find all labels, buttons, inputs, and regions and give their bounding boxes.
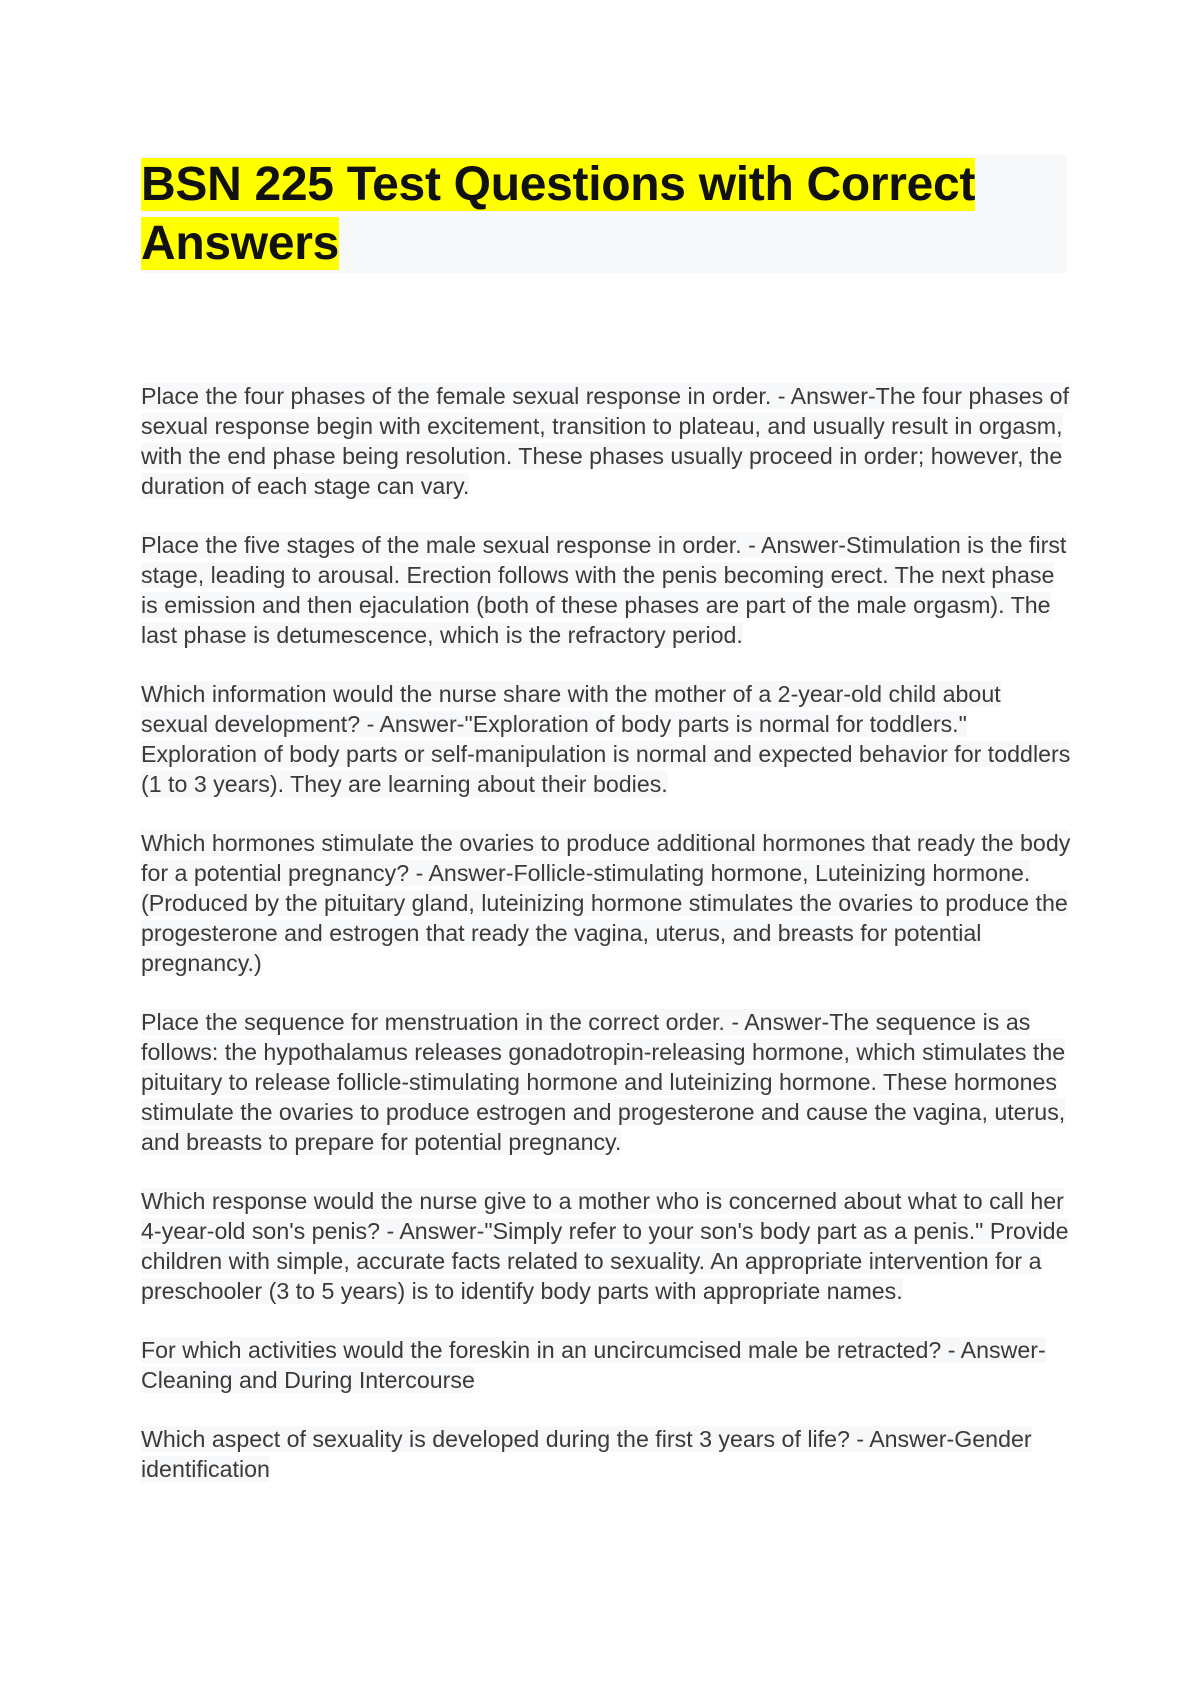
qa-item: [141, 828, 1071, 978]
qa-item: [141, 679, 1071, 799]
qa-item: [141, 530, 1071, 650]
qa-list: [141, 381, 1071, 1513]
qa-item: [141, 1007, 1071, 1157]
qa-item: [141, 1424, 1071, 1484]
document-title-text: BSN 225 Test Questions with Correct Answers: [141, 158, 976, 270]
qa-item-text: Which aspect of sexuality is developed during the first 3 years of life? - Answer-Gender identification: [141, 1426, 1032, 1482]
qa-item: [141, 1335, 1071, 1395]
qa-item-text: Place the four phases of the female sexual response in order. - Answer-The four phases of sexual response begin with excitement, transition to plateau, and usually result in orgasm, with the end phase being resolution. These phases usually proceed in order; however, the duration of each stage can vary.: [141, 383, 1070, 499]
qa-item: [141, 381, 1071, 501]
qa-item-text: For which activities would the foreskin in an uncircumcised male be retracted? - Answer-Cleaning and During Intercourse: [141, 1337, 1046, 1393]
document-title: [141, 155, 1067, 273]
qa-item-text: Which hormones stimulate the ovaries to produce additional hormones that ready the body for a potential pregnancy? - Answer-Follicle-stimulating hormone, Luteinizing hormone. (Produced by the pituitary gland, luteinizing hormone stimulates the ovaries to produce the progesterone and estrogen that ready the vagina, uterus, and breasts for potential pregnancy.): [141, 830, 1071, 976]
qa-item-text: Place the sequence for menstruation in the correct order. - Answer-The sequence is as follows: the hypothalamus releases gonadotropin-releasing hormone, which stimulates the pituitary to release follicle-stimulating hormone and luteinizing hormone. These hormones stimulate the ovaries to produce estrogen and progesterone and cause the vagina, uterus, and breasts to prepare for potential pregnancy.: [141, 1009, 1066, 1155]
qa-item-text: Place the five stages of the male sexual response in order. - Answer-Stimulation is the first stage, leading to arousal. Erection follows with the penis becoming erect. The next phase is emission and then ejaculation (both of these phases are part of the male orgasm). The last phase is detumescence, which is the refractory period.: [141, 532, 1067, 648]
qa-item: [141, 1186, 1071, 1306]
title-block: [141, 155, 1067, 273]
qa-item-text: Which information would the nurse share with the mother of a 2-year-old child about sexual development? - Answer-"Exploration of body parts is normal for toddlers." Exploration of body parts or self-manipulation is normal and expected behavior for toddlers (1 to 3 years). They are learning about their bodies.: [141, 681, 1071, 797]
qa-item-text: Which response would the nurse give to a mother who is concerned about what to call her 4-year-old son's penis? - Answer-"Simply refer to your son's body part as a penis." Provide children with simple, accurate facts related to sexuality. An appropriate intervention for a preschooler (3 to 5 years) is to identify body parts with appropriate names.: [141, 1188, 1069, 1304]
